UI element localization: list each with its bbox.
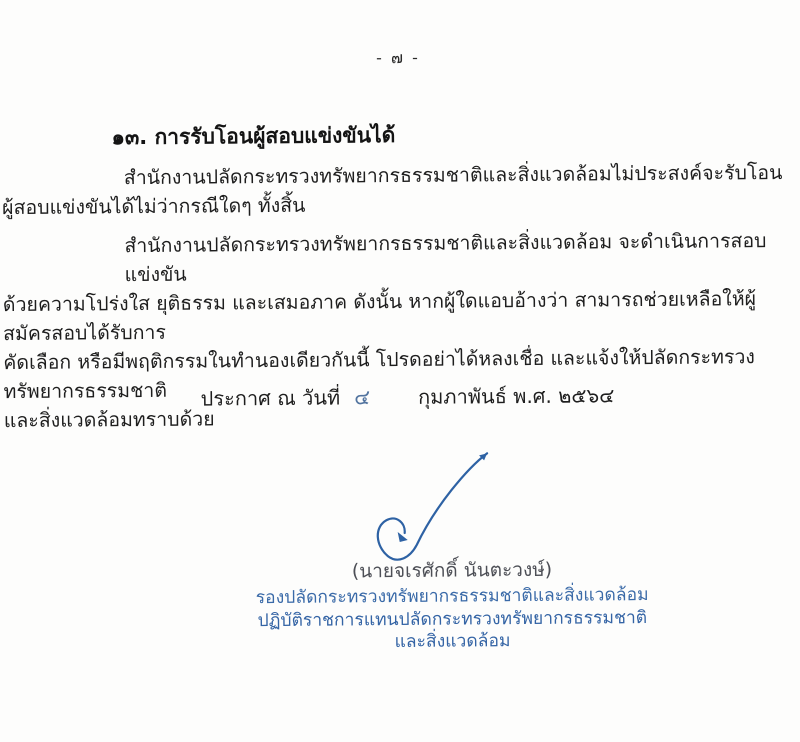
paragraph-line: ด้วยความโปร่งใส ยุติธรรม และเสมอภาค ดังนั้น หากผู้ใดแอบอ้างว่า สามารถช่วยเหลือให้ผู้สมัครสอบได้รับการ <box>2 287 757 346</box>
paragraph-line: สำนักงานปลัดกระทรวงทรัพยากรธรรมชาติและสิ่งแวดล้อม จะดำเนินการสอบแข่งขัน <box>124 229 767 287</box>
page-number: - ๗ - <box>375 47 420 68</box>
announcement-date-rest: กุมภาพันธ์ พ.ศ. ๒๕๖๔ <box>417 383 615 409</box>
announcement-date-line <box>200 379 614 415</box>
paragraph-line: คัดเลือก หรือมีพฤติกรรมในทำนองเดียวกันนี้ โปรดอย่าได้หลงเชื่อ และแจ้งให้ปลัดกระทรวงทรัพยากรธรรมชาติ <box>3 345 755 404</box>
paragraph-line: และสิ่งแวดล้อมทราบด้วย <box>3 407 215 433</box>
signatory-positions <box>252 584 653 655</box>
paragraph-line: สำนักงานปลัดกระทรวงทรัพยากรธรรมชาติและสิ่งแวดล้อมไม่ประสงค์จะรับโอน <box>123 160 783 190</box>
signatory-position-line2: ปฏิบัติราชการแทนปลัดกระทรวงทรัพยากรธรรมชาติและสิ่งแวดล้อม <box>257 607 648 653</box>
paragraph-line: ผู้สอบแข่งขันได้ไม่ว่ากรณีใดๆ ทั้งสิ้น <box>2 193 306 220</box>
signature-stroke-arrow <box>398 532 408 542</box>
signature-ink <box>341 429 512 570</box>
announcement-date-prefix: ประกาศ ณ วันที่ <box>200 385 341 411</box>
signatory-position-line1: รองปลัดกระทรวงทรัพยากรธรรมชาติและสิ่งแวดล้อม <box>255 585 649 609</box>
signatory-name: (นายจเรศักดิ์ นันตะวงษ์) <box>351 558 553 583</box>
section-heading: ๑๓. การรับโอนผู้สอบแข่งขันได้ <box>111 123 396 150</box>
paragraph-no-transfer <box>2 158 797 222</box>
announcement-date-day-handwritten: ๔ <box>354 385 371 410</box>
